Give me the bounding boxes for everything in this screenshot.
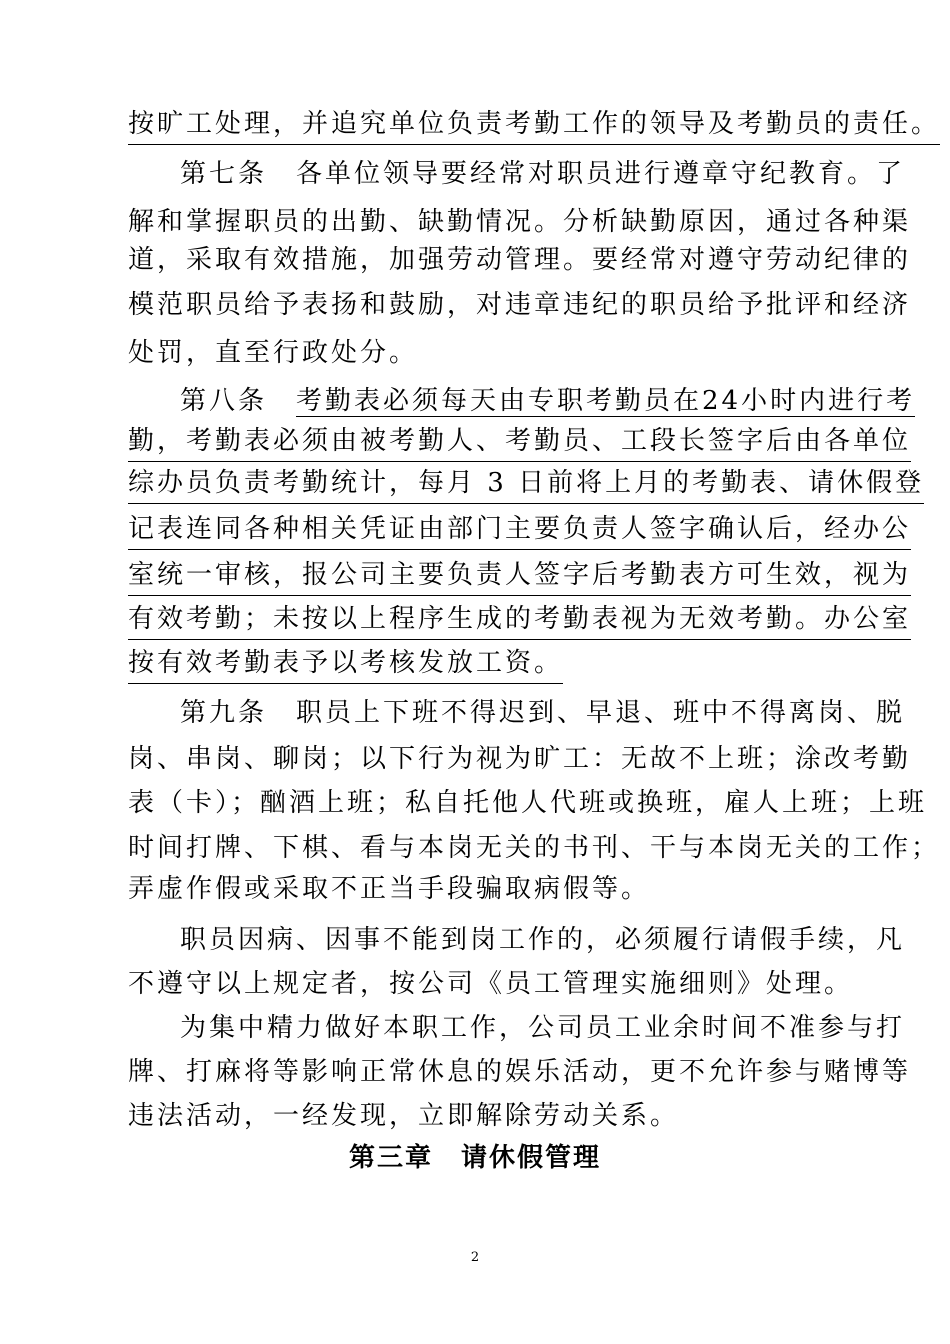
paragraph-line: 为集中精力做好本职工作，公司员工业余时间不准参与打 [180,1013,906,1043]
text-line: 模范职员给予表扬和鼓励，对违章违纪的职员给予批评和经济 [128,290,912,320]
text-line: 室统一审核，报公司主要负责人签字后考勤表方可生效，视为 [128,555,911,596]
article-8-line [180,381,915,421]
underlined-text: 考勤表必须每天由专职考勤员在24小时内进行考 [296,386,916,416]
text-line: 时间打牌、下棋、看与本岗无关的书刊、干与本岗无关的工作； [128,833,941,863]
paragraph-line: 职员因病、因事不能到岗工作的，必须履行请假手续，凡 [180,925,906,955]
text-line: 岗、串岗、聊岗；以下行为视为旷工：无故不上班；涂改考勤 [128,744,912,774]
article-9-line: 第九条 职员上下班不得迟到、早退、班中不得离岗、脱 [180,698,906,728]
text-line: 弄虚作假或采取不正当手段骗取病假等。 [128,874,651,904]
text-line: 综办员负责考勤统计，每月 3 日前将上月的考勤表、请休假登 [128,463,924,504]
text-line: 不遵守以上规定者，按公司《员工管理实施细则》处理。 [128,969,854,999]
text-line: 按有效考勤表予以考核发放工资。 [128,643,563,684]
text-line: 勤，考勤表必须由被考勤人、考勤员、工段长签字后由各单位 [128,421,911,462]
text-line: 表（卡）；酗酒上班；私自托他人代班或换班，雇人上班；上班 [128,788,928,818]
text-line: 有效考勤；未按以上程序生成的考勤表视为无效考勤。办公室 [128,599,911,640]
text-line: 道，采取有效措施，加强劳动管理。要经常对遵守劳动纪律的 [128,245,912,275]
text-line: 处罚，直至行政处分。 [128,338,419,368]
chapter-heading: 第三章 请休假管理 [348,1143,601,1173]
article-8-label: 第八条 [180,386,297,416]
article-7-line: 第七条 各单位领导要经常对职员进行遵章守纪教育。了 [180,159,906,189]
page-number: 2 [470,1250,480,1265]
text-line: 违法活动，一经发现，立即解除劳动关系。 [128,1101,680,1131]
text-line: 记表连同各种相关凭证由部门主要负责人签字确认后，经办公 [128,509,911,550]
text-line: 按旷工处理，并追究单位负责考勤工作的领导及考勤员的责任。 [128,104,940,145]
text-line: 牌、打麻将等影响正常休息的娱乐活动，更不允许参与赌博等 [128,1057,912,1087]
text-line: 解和掌握职员的出勤、缺勤情况。分析缺勤原因，通过各种渠 [128,207,912,237]
